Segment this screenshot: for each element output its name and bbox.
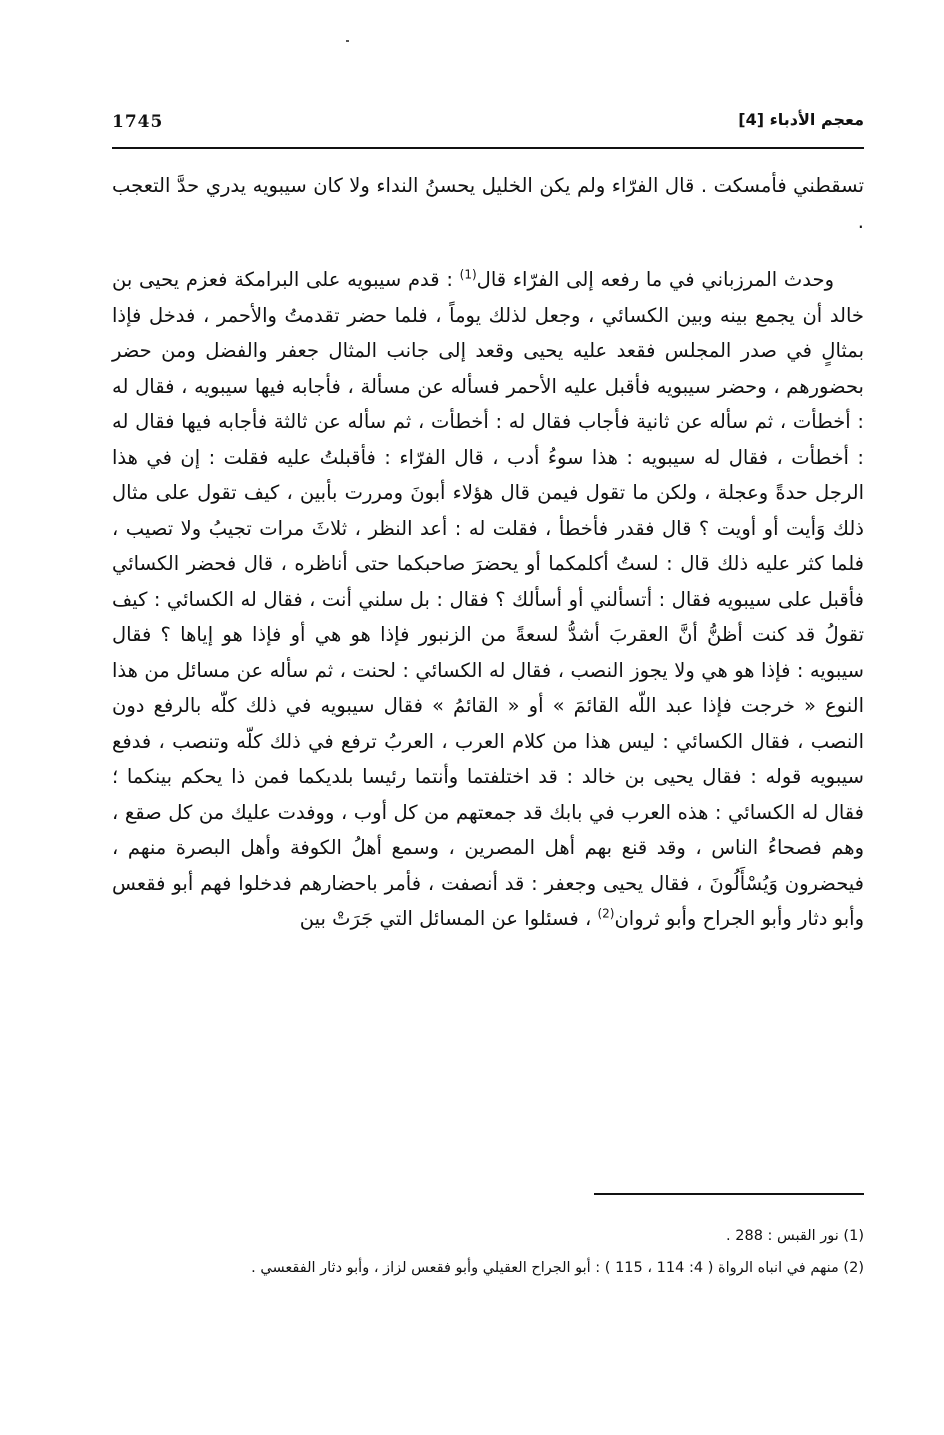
- scan-speck: [346, 40, 349, 42]
- paragraph-1: تسقطني فأمسكت . قال الفرّاء ولم يكن الخليل يحسنُ النداء ولا كان سيبويه يدري حدَّ التعجب .: [112, 174, 864, 233]
- footnote-1: (1) نور القبس : 288 .: [726, 1228, 864, 1244]
- page-number: 1745: [112, 112, 164, 132]
- footnote-rule: [594, 1193, 864, 1195]
- footnote-marker-2: (2): [597, 906, 615, 921]
- paragraph-2-opening: وحدث المرزباني في ما رفعه إلى الفرّاء قال: [476, 268, 834, 291]
- paragraph-2-body: : قدم سيبويه على البرامكة فعزم يحيى بن خالد أن يجمع بينه وبين الكسائي ، وجعل لذلك يوماً ، فلما حضر تقدمتُ والأحمر ، فدخل فإذا بمثالٍ في صدر المجلس فقعد عليه يحيى وقعد إلى جانب المثال جعفر والفضل ومن حضر بحضورهم ، وحضر سيبويه فأقبل عليه الأحمر فسأله عن مسألة ، فأجابه فيها سيبويه ، فقال له : أخطأت ، ثم سأله عن ثانية فأجاب فقال له : أخطأت ، ثم سأله عن ثالثة فأجابه فيها فقال له : أخطأت ، فقال له سيبويه : هذا سوءُ أدب ، قال الفرّاء : فأقبلتُ عليه فقلت : إن في هذا الرجل حدةً وعجلة ، ولكن ما تقول فيمن قال هؤلاء أبونَ ومررت بأبين ، كيف تقول على مثال ذلك وَأيت أو أويت ؟ قال فقدر فأخطأ ، فقلت له : أعد النظر ، ثلاثَ مرات تجيبُ ولا تصيب ، فلما كثر عليه ذلك قال : لستُ أكلمكما أو يحضرَ صاحبكما حتى أناظره ، قال فحضر الكسائي فأقبل على سيبويه فقال : أتسألني أو أسألك ؟ فقال : بل سلني أنت ، فقال له الكسائي : كيف تقولُ قد كنت أظنُّ أنَّ العقربَ أشدُّ لسعةً من الزنبور فإذا هو هي أو فإذا هو إياها ؟ فقال سيبويه : فإذا هو هي ولا يجوز النصب ، فقال له الكسائي : لحنت ، ثم سأله عن مسائل من هذا النوع « خرجت فإذا عبد اللّه القائمَ » أو « القائمُ » فقال سيبويه في ذلك كلّه بالرفع دون النصب ، فقال الكسائي : ليس هذا من كلام العرب ، العربُ ترفع في ذلك كلّه وتنصب ، فدفع سيبويه قوله : فقال يحيى بن خالد : قد اختلفتما وأنتما رئيسا بلديكما فمن ذا يحكم بينكما ؛ فقال له الكسائي : هذه العرب في بابك قد جمعتهم من كل أوب ، ووفدت عليك من كل صقع ، وهم فصحاءُ الناس ، وقد قنع بهم أهل المصرين ، وسمع أهلُ الكوفة وأهل البصرة منهم ، فيحضرون وَيُسْأَلُونَ ، فقال يحيى وجعفر : قد أنصفت ، فأمر باحضارهم فدخلوا فهم أبو فقعس وأبو دثار وأبو الجراح وأبو ثروان: [112, 268, 864, 930]
- body-text: [112, 168, 864, 937]
- footnote-2: (2) منهم في انباه الرواة ( 4: 114 ، 115 ) : أبو الجراح العقيلي وأبو فقعس لزاز ، وأبو دثار الفقعسي .: [251, 1260, 864, 1276]
- paragraph-2: [112, 262, 864, 937]
- header-rule: [112, 147, 864, 149]
- footnote-marker-1: (1): [459, 267, 477, 282]
- page-header: [112, 108, 864, 138]
- paragraph-2-closing: ، فسئلوا عن المسائل التي جَرَتْ بين: [299, 907, 598, 930]
- footnotes: [112, 1220, 864, 1284]
- running-title: معجم الأدباء [4]: [738, 110, 864, 129]
